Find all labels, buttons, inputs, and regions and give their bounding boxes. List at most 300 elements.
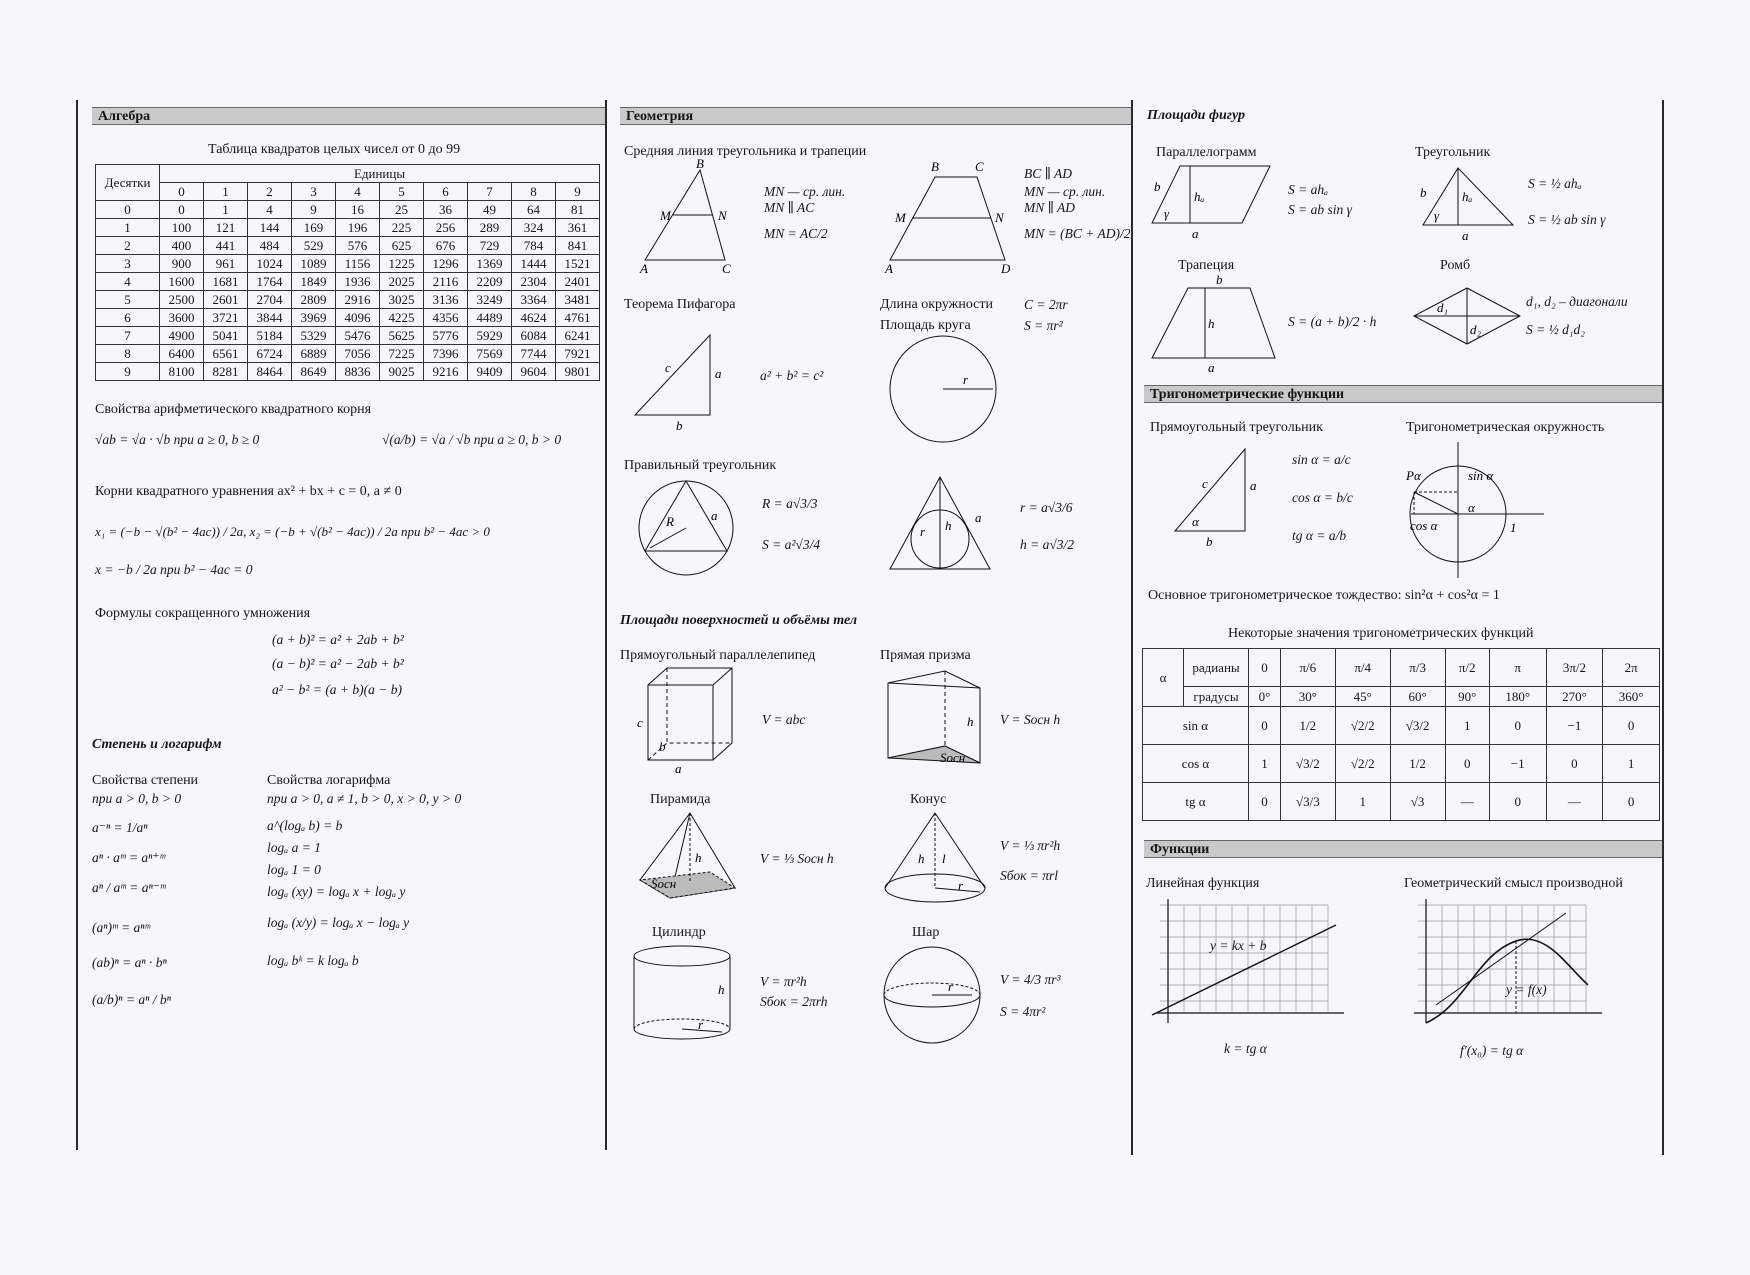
units-col-header: 8 [512, 183, 556, 201]
square-cell: 225 [380, 219, 424, 237]
cos-label: cos α [1143, 745, 1249, 783]
svg-text:c: c [665, 360, 671, 375]
svg-text:A: A [640, 261, 648, 276]
linear-function-graph [1148, 895, 1348, 1035]
square-cell: 841 [556, 237, 600, 255]
trig-values-title: Некоторые значения тригонометрических функций [1228, 626, 1534, 641]
parallelogram-title: Параллелограмм [1156, 145, 1257, 160]
square-cell: 25 [380, 201, 424, 219]
svg-text:cos α: cos α [1410, 518, 1438, 533]
svg-text:a: a [975, 510, 982, 525]
square-cell: 4900 [160, 327, 204, 345]
tens-cell: 1 [96, 219, 160, 237]
square-cell: 7744 [512, 345, 556, 363]
square-cell: 8100 [160, 363, 204, 381]
square-cell: 256 [424, 219, 468, 237]
radian-cell: π/2 [1445, 649, 1489, 687]
column-rule-4 [1662, 100, 1664, 1155]
units-col-header: 7 [468, 183, 512, 201]
square-cell: 3969 [292, 309, 336, 327]
square-cell: 6724 [248, 345, 292, 363]
midline-triangle-figure [640, 156, 740, 276]
power-formula: (aⁿ)ᵐ = aⁿᵐ [92, 920, 151, 935]
radian-cell: π/4 [1335, 649, 1390, 687]
square-cell: 324 [512, 219, 556, 237]
tg-value-cell: √3 [1390, 783, 1445, 821]
right-triangle-figure [1170, 446, 1260, 549]
trig-row-tg [1143, 783, 1660, 821]
square-cell: 36 [424, 201, 468, 219]
cos-value-cell: −1 [1489, 745, 1546, 783]
svg-text:1: 1 [1510, 520, 1517, 535]
svg-text:h: h [718, 982, 725, 997]
svg-text:l: l [942, 851, 946, 866]
square-cell: 64 [512, 201, 556, 219]
svg-text:N: N [718, 208, 727, 223]
log-formula: logₐ (xy) = logₐ x + logₐ y [267, 884, 406, 899]
svg-text:h: h [695, 850, 702, 865]
svg-text:N: N [995, 210, 1004, 225]
square-cell: 400 [160, 237, 204, 255]
square-cell: 900 [160, 255, 204, 273]
cone-formula: Sбок = πrl [1000, 868, 1059, 883]
column-rule-2 [605, 100, 607, 1150]
cone-title: Конус [910, 792, 947, 807]
sqrt-formula-1: √ab = √a · √b при a ≥ 0, b ≥ 0 [95, 432, 260, 447]
square-cell: 1444 [512, 255, 556, 273]
square-cell: 8649 [292, 363, 336, 381]
radians-label: радианы [1184, 649, 1249, 687]
tg-value-cell: — [1546, 783, 1603, 821]
units-col-header: 5 [380, 183, 424, 201]
svg-text:D: D [1001, 261, 1011, 276]
regular-triangle-formula: S = a²√3/4 [762, 537, 821, 552]
square-cell: 121 [204, 219, 248, 237]
svg-text:a: a [1462, 228, 1469, 243]
parallelogram-figure [1150, 163, 1275, 241]
square-cell: 4356 [424, 309, 468, 327]
square-cell: 81 [556, 201, 600, 219]
square-cell: 5041 [204, 327, 248, 345]
degree-cell: 360° [1603, 687, 1660, 707]
sin-value-cell: 1 [1445, 707, 1489, 745]
square-cell: 1024 [248, 255, 292, 273]
tg-value-cell: — [1445, 783, 1489, 821]
units-col-header: 9 [556, 183, 600, 201]
table-row [96, 345, 600, 363]
functions-header: Функции [1144, 840, 1662, 858]
square-cell: 2809 [292, 291, 336, 309]
rhombus-title: Ромб [1440, 258, 1471, 273]
box-formula: V = abc [762, 712, 806, 727]
square-cell: 144 [248, 219, 292, 237]
geometry-header: Геометрия [620, 107, 1131, 125]
power-formula: aⁿ / aᵐ = aⁿ⁻ᵐ [92, 880, 166, 895]
square-cell: 4225 [380, 309, 424, 327]
radian-cell: π [1489, 649, 1546, 687]
power-formula: a⁻ⁿ = 1/aⁿ [92, 820, 148, 835]
squares-table-title: Таблица квадратов целых чисел от 0 до 99 [208, 142, 461, 157]
trig-row-cos [1143, 745, 1660, 783]
svg-text:d₂: d₂ [1470, 322, 1482, 337]
cos-value-cell: 1 [1603, 745, 1660, 783]
square-cell: 3600 [160, 309, 204, 327]
svg-text:h: h [945, 518, 952, 533]
tens-header: Десятки [96, 165, 160, 201]
table-row [96, 255, 600, 273]
sin-value-cell: √3/2 [1390, 707, 1445, 745]
radian-cell: 3π/2 [1546, 649, 1603, 687]
tens-cell: 2 [96, 237, 160, 255]
square-cell: 9025 [380, 363, 424, 381]
tg-label: tg α [1143, 783, 1249, 821]
abbreviated-formula-2: (a − b)² = a² − 2ab + b² [272, 656, 404, 671]
square-cell: 7396 [424, 345, 468, 363]
square-cell: 2209 [468, 273, 512, 291]
cone-formula: V = ⅓ πr²h [1000, 838, 1061, 853]
svg-text:hₐ: hₐ [1462, 189, 1473, 204]
radian-cell: π/3 [1390, 649, 1445, 687]
square-cell: 2704 [248, 291, 292, 309]
column-rule-3 [1131, 100, 1133, 1155]
square-cell: 1 [204, 201, 248, 219]
trapezoid-formula: S = (a + b)/2 · h [1288, 314, 1377, 329]
svg-text:α: α [1468, 500, 1475, 515]
tens-cell: 8 [96, 345, 160, 363]
square-cell: 2116 [424, 273, 468, 291]
prism-formula: V = Sосн h [1000, 712, 1061, 727]
regular-triangle-formula: h = a√3/2 [1020, 537, 1075, 552]
regular-triangle-formula: r = a√3/6 [1020, 500, 1073, 515]
svg-text:c: c [1202, 476, 1208, 491]
sin-value-cell: √2/2 [1335, 707, 1390, 745]
square-cell: 9604 [512, 363, 556, 381]
table-row [96, 273, 600, 291]
svg-text:a: a [711, 508, 718, 523]
svg-text:b: b [1216, 272, 1223, 287]
svg-text:r: r [948, 979, 954, 994]
tens-cell: 5 [96, 291, 160, 309]
svg-text:a: a [1250, 478, 1257, 493]
derivative-graph [1406, 895, 1606, 1035]
sphere-title: Шар [912, 925, 940, 940]
degree-cell: 90° [1445, 687, 1489, 707]
square-cell: 9801 [556, 363, 600, 381]
right-triangle-formula: cos α = b/c [1292, 490, 1353, 505]
square-cell: 4624 [512, 309, 556, 327]
square-cell: 2601 [204, 291, 248, 309]
square-cell: 1296 [424, 255, 468, 273]
square-cell: 100 [160, 219, 204, 237]
svg-text:c: c [637, 715, 643, 730]
square-cell: 16 [336, 201, 380, 219]
square-cell: 2304 [512, 273, 556, 291]
degree-cell: 180° [1489, 687, 1546, 707]
sin-value-cell: 0 [1489, 707, 1546, 745]
square-cell: 7225 [380, 345, 424, 363]
svg-text:a: a [1208, 360, 1215, 375]
right-triangle-formula: tg α = a/b [1292, 528, 1347, 543]
svg-text:a: a [675, 761, 682, 776]
regular-triangle-inscribed-figure [885, 474, 995, 574]
tg-value-cell: 0 [1603, 783, 1660, 821]
power-formula: (ab)ⁿ = aⁿ · bⁿ [92, 955, 167, 970]
trig-identity: Основное тригонометрическое тождество: sin²α + cos²α = 1 [1148, 588, 1500, 603]
degree-cell: 0° [1249, 687, 1281, 707]
square-cell: 8836 [336, 363, 380, 381]
table-row [96, 201, 600, 219]
radian-cell: π/6 [1280, 649, 1335, 687]
regular-triangle-circumscribed-figure [636, 478, 736, 578]
table-row [96, 291, 600, 309]
square-cell: 784 [512, 237, 556, 255]
cylinder-formula: V = πr²h [760, 974, 807, 989]
cos-value-cell: √3/2 [1280, 745, 1335, 783]
svg-text:a: a [715, 366, 722, 381]
table-row [96, 237, 600, 255]
sqrt-formula-2: √(a/b) = √a / √b при a ≥ 0, b > 0 [382, 432, 562, 447]
square-cell: 6400 [160, 345, 204, 363]
log-formula: logₐ bᵏ = k logₐ b [267, 953, 359, 968]
box-title: Прямоугольный параллелепипед [620, 648, 816, 663]
sphere-figure [882, 945, 982, 1045]
svg-text:b: b [659, 739, 666, 754]
svg-text:a: a [1192, 226, 1199, 241]
circle-formula: S = πr² [1024, 318, 1063, 333]
degree-cell: 45° [1335, 687, 1390, 707]
square-cell: 2916 [336, 291, 380, 309]
square-cell: 289 [468, 219, 512, 237]
midline-triangle-formula: MN = AC/2 [764, 226, 828, 241]
square-cell: 2401 [556, 273, 600, 291]
svg-text:b: b [1420, 185, 1427, 200]
derivative-title: Геометрический смысл производной [1404, 876, 1623, 891]
square-cell: 3249 [468, 291, 512, 309]
svg-text:h: h [918, 851, 925, 866]
algebra-header: Алгебра [92, 107, 605, 125]
square-cell: 676 [424, 237, 468, 255]
square-cell: 5929 [468, 327, 512, 345]
triangle-formula: S = ½ ab sin γ [1528, 212, 1606, 227]
tens-cell: 0 [96, 201, 160, 219]
square-cell: 1936 [336, 273, 380, 291]
solids-title: Площади поверхностей и объёмы тел [620, 613, 858, 628]
tens-cell: 9 [96, 363, 160, 381]
square-cell: 961 [204, 255, 248, 273]
sphere-formula: S = 4πr² [1000, 1004, 1046, 1019]
units-header: Единицы [160, 165, 600, 183]
triangle-figure [1418, 165, 1518, 243]
square-cell: 49 [468, 201, 512, 219]
log-formula: logₐ 1 = 0 [267, 862, 321, 877]
square-cell: 529 [292, 237, 336, 255]
svg-text:B: B [696, 156, 704, 171]
square-cell: 484 [248, 237, 292, 255]
midline-title: Средняя линия треугольника и трапеции [624, 144, 867, 159]
square-cell: 3136 [424, 291, 468, 309]
sin-value-cell: 0 [1249, 707, 1281, 745]
square-cell: 6241 [556, 327, 600, 345]
svg-text:b: b [1206, 534, 1213, 549]
square-cell: 1089 [292, 255, 336, 273]
svg-text:γ: γ [1434, 208, 1440, 223]
midline-trapezoid-formula: MN = (BC + AD)/2 [1024, 226, 1131, 241]
linear-function-title: Линейная функция [1146, 876, 1260, 891]
trig-values-table [1142, 648, 1660, 821]
pyramid-title: Пирамида [650, 792, 711, 807]
square-cell: 4761 [556, 309, 600, 327]
cos-value-cell: 1 [1249, 745, 1281, 783]
circle-figure [888, 334, 998, 444]
sin-value-cell: −1 [1546, 707, 1603, 745]
abbreviated-formula-3: a² − b² = (a + b)(a − b) [272, 682, 403, 697]
degree-cell: 30° [1280, 687, 1335, 707]
square-cell: 3025 [380, 291, 424, 309]
right-triangle-title: Прямоугольный треугольник [1150, 420, 1323, 435]
sin-value-cell: 0 [1603, 707, 1660, 745]
table-row [96, 327, 600, 345]
linear-function-equation: y = kx + b [1210, 938, 1267, 953]
square-cell: 9 [292, 201, 336, 219]
tg-value-cell: 0 [1249, 783, 1281, 821]
pythagoras-title: Теорема Пифагора [624, 297, 736, 312]
svg-text:hₐ: hₐ [1194, 189, 1205, 204]
square-cell: 3364 [512, 291, 556, 309]
svg-text:h: h [1208, 316, 1215, 331]
svg-text:Sосн: Sосн [940, 750, 966, 765]
cylinder-title: Цилиндр [652, 925, 706, 940]
square-cell: 6084 [512, 327, 556, 345]
square-cell: 169 [292, 219, 336, 237]
pyramid-figure [635, 810, 745, 900]
units-col-header: 0 [160, 183, 204, 201]
trig-row-sin [1143, 707, 1660, 745]
parallelogram-formula: S = ab sin γ [1288, 202, 1352, 217]
square-cell: 5776 [424, 327, 468, 345]
alpha-header: α [1143, 649, 1184, 707]
units-col-header: 4 [336, 183, 380, 201]
units-col-header: 2 [248, 183, 292, 201]
square-cell: 3481 [556, 291, 600, 309]
abbreviated-formula-1: (a + b)² = a² + 2ab + b² [272, 632, 404, 647]
midline-triangle-formula: MN ∥ AC [764, 200, 815, 215]
square-cell: 5625 [380, 327, 424, 345]
radian-cell: 0 [1249, 649, 1281, 687]
square-cell: 625 [380, 237, 424, 255]
radian-cell: 2π [1603, 649, 1660, 687]
square-cell: 1600 [160, 273, 204, 291]
circle-length-title: Длина окружности [880, 297, 994, 312]
trapezoid-figure [1150, 272, 1280, 375]
quadratic-formula-1: x₁ = (−b − √(b² − 4ac)) / 2a, x₂ = (−b + √(b² − 4ac)) / 2a при b² − 4ac > 0 [95, 524, 490, 539]
square-cell: 576 [336, 237, 380, 255]
power-condition: при a > 0, b > 0 [92, 791, 182, 806]
square-cell: 0 [160, 201, 204, 219]
svg-text:B: B [931, 159, 939, 174]
degree-cell: 60° [1390, 687, 1445, 707]
tens-cell: 6 [96, 309, 160, 327]
square-cell: 6561 [204, 345, 248, 363]
svg-text:C: C [975, 159, 984, 174]
svg-text:A: A [885, 261, 893, 276]
linear-function-k: k = tg α [1224, 1041, 1267, 1056]
prism-figure [885, 668, 985, 768]
cylinder-figure [632, 944, 737, 1044]
svg-text:h: h [967, 714, 974, 729]
square-cell: 1369 [468, 255, 512, 273]
table-row [96, 309, 600, 327]
square-cell: 1764 [248, 273, 292, 291]
cos-value-cell: √2/2 [1335, 745, 1390, 783]
cos-value-cell: 0 [1546, 745, 1603, 783]
regular-triangle-formula: R = a√3/3 [762, 496, 818, 511]
units-col-header: 1 [204, 183, 248, 201]
svg-text:r: r [958, 878, 964, 893]
log-condition: при a > 0, a ≠ 1, b > 0, x > 0, y > 0 [267, 791, 462, 806]
svg-text:M: M [660, 208, 671, 223]
sphere-formula: V = 4/3 πr³ [1000, 972, 1061, 987]
power-title: Свойства степени [92, 773, 199, 788]
units-col-header: 6 [424, 183, 468, 201]
square-cell: 1681 [204, 273, 248, 291]
tg-value-cell: √3/3 [1280, 783, 1335, 821]
tg-value-cell: 0 [1489, 783, 1546, 821]
derivative-fx: y = f(x) [1506, 982, 1547, 997]
sin-value-cell: 1/2 [1280, 707, 1335, 745]
svg-text:d₁: d₁ [1437, 300, 1449, 315]
midline-trapezoid-formula: MN — ср. лин. [1024, 184, 1106, 199]
square-cell: 6889 [292, 345, 336, 363]
cos-value-cell: 0 [1445, 745, 1489, 783]
degree-cell: 270° [1546, 687, 1603, 707]
log-formula: a^(logₐ b) = b [267, 818, 343, 833]
power-log-title: Степень и логарифм [92, 737, 222, 752]
squares-table [95, 164, 600, 381]
svg-text:M: M [895, 210, 906, 225]
square-cell: 9409 [468, 363, 512, 381]
svg-text:R: R [666, 514, 674, 529]
square-cell: 361 [556, 219, 600, 237]
square-cell: 7056 [336, 345, 380, 363]
midline-triangle-formula: MN — ср. лин. [764, 184, 846, 199]
midline-trapezoid-figure [885, 159, 1015, 276]
areas-title: Площади фигур [1147, 108, 1245, 123]
power-formula: (a/b)ⁿ = aⁿ / bⁿ [92, 992, 171, 1007]
pythagoras-figure [630, 330, 722, 433]
square-cell: 729 [468, 237, 512, 255]
sin-label: sin α [1143, 707, 1249, 745]
svg-text:r: r [698, 1017, 704, 1032]
square-cell: 7921 [556, 345, 600, 363]
trig-header: Тригонометрические функции [1144, 385, 1662, 403]
right-triangle-formula: sin α = a/c [1292, 452, 1351, 467]
square-cell: 5476 [336, 327, 380, 345]
cone-figure [880, 810, 990, 905]
box-figure [637, 665, 735, 776]
svg-text:r: r [920, 524, 926, 539]
svg-text:r: r [963, 372, 969, 387]
derivative-formula: f′(x₀) = tg α [1460, 1043, 1524, 1058]
sqrt-title: Свойства арифметического квадратного корня [95, 402, 372, 417]
tg-value-cell: 1 [1335, 783, 1390, 821]
square-cell: 1849 [292, 273, 336, 291]
log-title: Свойства логарифма [267, 773, 391, 788]
tens-cell: 3 [96, 255, 160, 273]
square-cell: 2500 [160, 291, 204, 309]
table-row [96, 363, 600, 381]
square-cell: 3844 [248, 309, 292, 327]
rhombus-formula: S = ½ d₁d₂ [1526, 322, 1585, 337]
